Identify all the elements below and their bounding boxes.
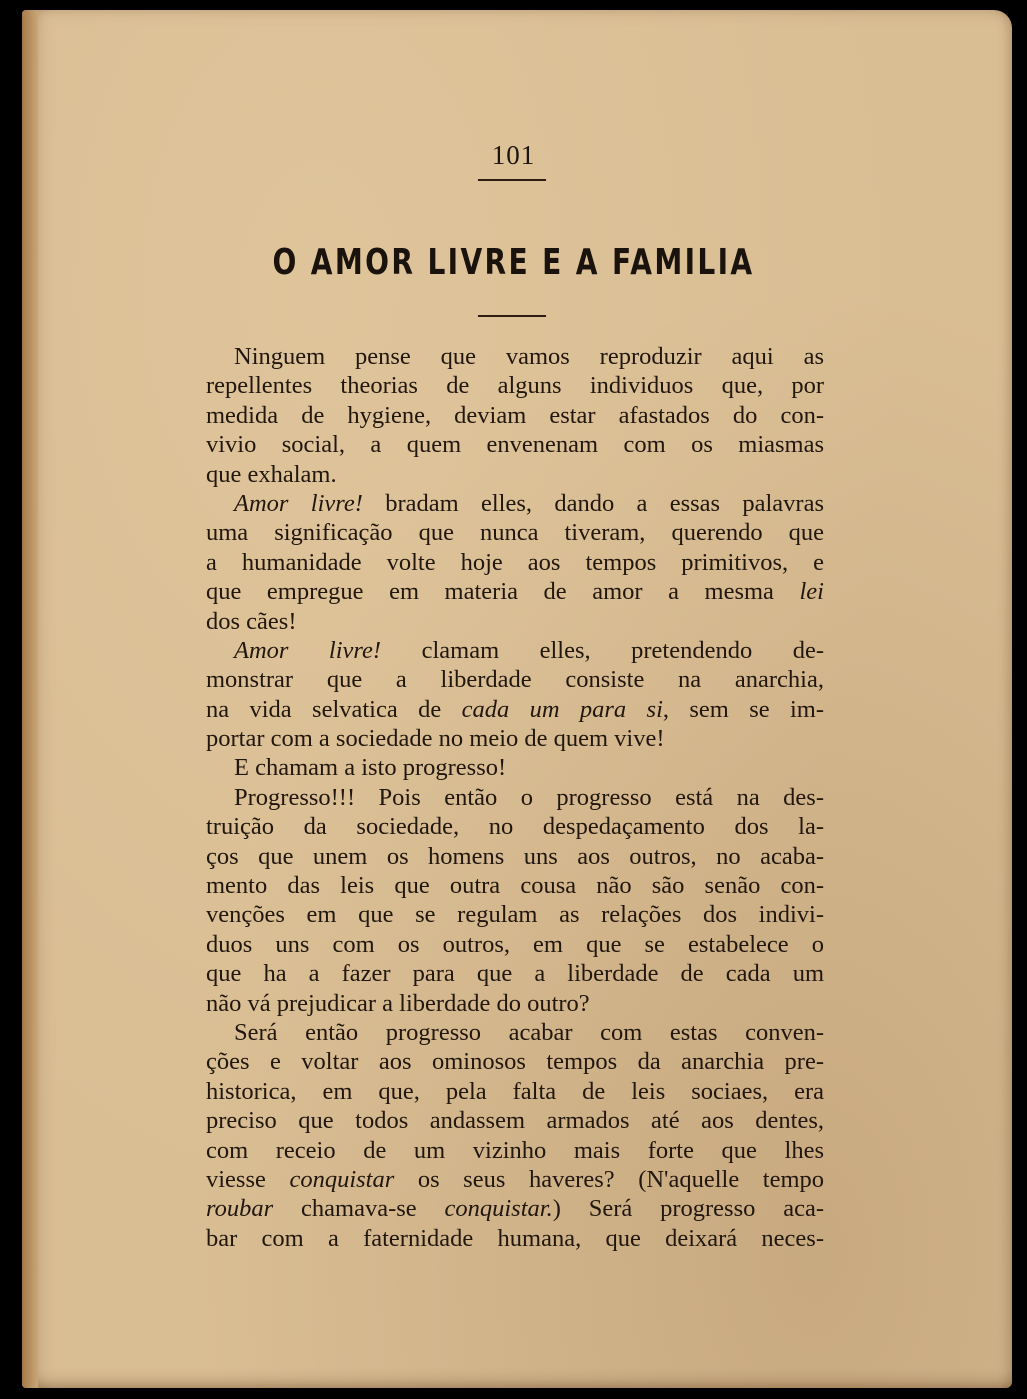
text-run: duos uns com os outros, em que se estabelece o	[206, 930, 824, 958]
text-line	[206, 607, 824, 636]
text-line	[206, 871, 824, 900]
italic-text: cada um para si	[461, 695, 663, 723]
text-run: truição da sociedade, no despedaçamento dos la-	[206, 813, 824, 841]
text-line	[206, 460, 824, 489]
text-line	[206, 342, 824, 371]
text-run: na vida selvatica de	[206, 695, 462, 723]
body-text	[206, 342, 824, 1253]
text-run: Ninguem pense que vamos reproduzir aqui as	[234, 343, 824, 370]
text-run: dos cães!	[206, 607, 297, 635]
text-line	[206, 812, 824, 841]
text-run: que ha a fazer para que a liberdade de cada um	[206, 960, 824, 988]
italic-text: roubar	[206, 1195, 274, 1223]
text-run: bar com a faternidade humana, que deixará neces-	[206, 1224, 824, 1252]
text-run: que empregue em materia de amor a mesma	[206, 578, 800, 606]
text-run: ções e voltar aos ominosos tempos da anarchia pre-	[206, 1048, 824, 1076]
text-run: com receio de um vizinho mais forte que lhes	[206, 1136, 824, 1164]
text-line	[206, 930, 824, 959]
text-line	[206, 577, 824, 606]
text-run: bradam elles, dando a essas palavras	[362, 489, 824, 517]
text-line	[206, 900, 824, 929]
text-line	[206, 489, 824, 518]
text-run: os seus haveres? (N'aquelle tempo	[394, 1165, 824, 1193]
italic-text: Amor livre!	[234, 489, 363, 517]
italic-text: conquistar	[289, 1165, 395, 1193]
text-run: Será então progresso acabar com estas conven-	[234, 1018, 824, 1046]
text-line	[206, 1106, 824, 1135]
text-line	[206, 959, 824, 988]
text-line	[206, 724, 824, 753]
text-line	[206, 842, 824, 871]
text-run: chamava-se	[273, 1195, 445, 1223]
text-line	[206, 753, 824, 782]
text-line	[206, 695, 824, 724]
italic-text: lei	[799, 578, 824, 606]
text-run: que exhalam.	[206, 460, 337, 488]
text-run: portar com a sociedade no meio de quem vive!	[206, 725, 665, 753]
text-run: monstrar que a liberdade consiste na anarchia,	[206, 666, 824, 694]
text-run: uma significação que nunca tiveram, querendo que	[206, 519, 824, 547]
text-line	[206, 1224, 824, 1253]
text-run: viesse	[206, 1165, 290, 1193]
text-line	[206, 401, 824, 430]
text-line	[206, 636, 824, 665]
page-number-rule	[478, 179, 546, 181]
text-run: , sem se im-	[662, 695, 824, 723]
text-run: mento das leis que outra cousa não são senão con-	[206, 872, 824, 900]
text-line	[206, 371, 824, 400]
italic-text: conquistar.	[444, 1195, 553, 1223]
text-line	[206, 1077, 824, 1106]
text-line	[206, 665, 824, 694]
text-line	[206, 430, 824, 459]
text-line	[206, 1018, 824, 1047]
text-run: venções em que se regulam as relações dos indivi-	[206, 901, 824, 929]
text-line	[206, 1165, 824, 1194]
text-run: a humanidade volte hoje aos tempos primitivos, e	[206, 548, 824, 576]
text-line	[206, 518, 824, 547]
text-line	[206, 1136, 824, 1165]
text-run: repellentes theorias de alguns individuos que, por	[206, 372, 824, 400]
text-line	[206, 548, 824, 577]
chapter-title: O AMOR LIVRE E A FAMILIA	[272, 242, 755, 283]
text-run: ços que unem os homens uns aos outros, no acaba-	[206, 842, 824, 870]
text-run: vivio social, a quem envenenam com os miasmas	[206, 431, 824, 459]
text-run: clamam elles, pretendendo de-	[381, 636, 825, 664]
title-rule	[478, 315, 546, 317]
text-line	[206, 989, 824, 1018]
text-run: preciso que todos andassem armados até aos dentes,	[206, 1107, 824, 1135]
text-run: E chamam a isto progresso!	[234, 754, 507, 782]
text-run: historica, em que, pela falta de leis sociaes, era	[206, 1077, 824, 1105]
book-gutter-shadow	[22, 10, 38, 1388]
text-run: não vá prejudicar a liberdade do outro?	[206, 989, 590, 1017]
italic-text: Amor livre!	[234, 636, 382, 664]
text-line	[206, 783, 824, 812]
text-run: ) Será progresso aca-	[552, 1195, 825, 1223]
page-number: 101	[491, 140, 536, 170]
text-line	[206, 1194, 824, 1223]
text-run: Progresso!!! Pois então o progresso está na des-	[234, 783, 824, 811]
text-run: medida de hygiene, deviam estar afastados do con-	[206, 401, 824, 429]
text-line	[206, 1047, 824, 1076]
